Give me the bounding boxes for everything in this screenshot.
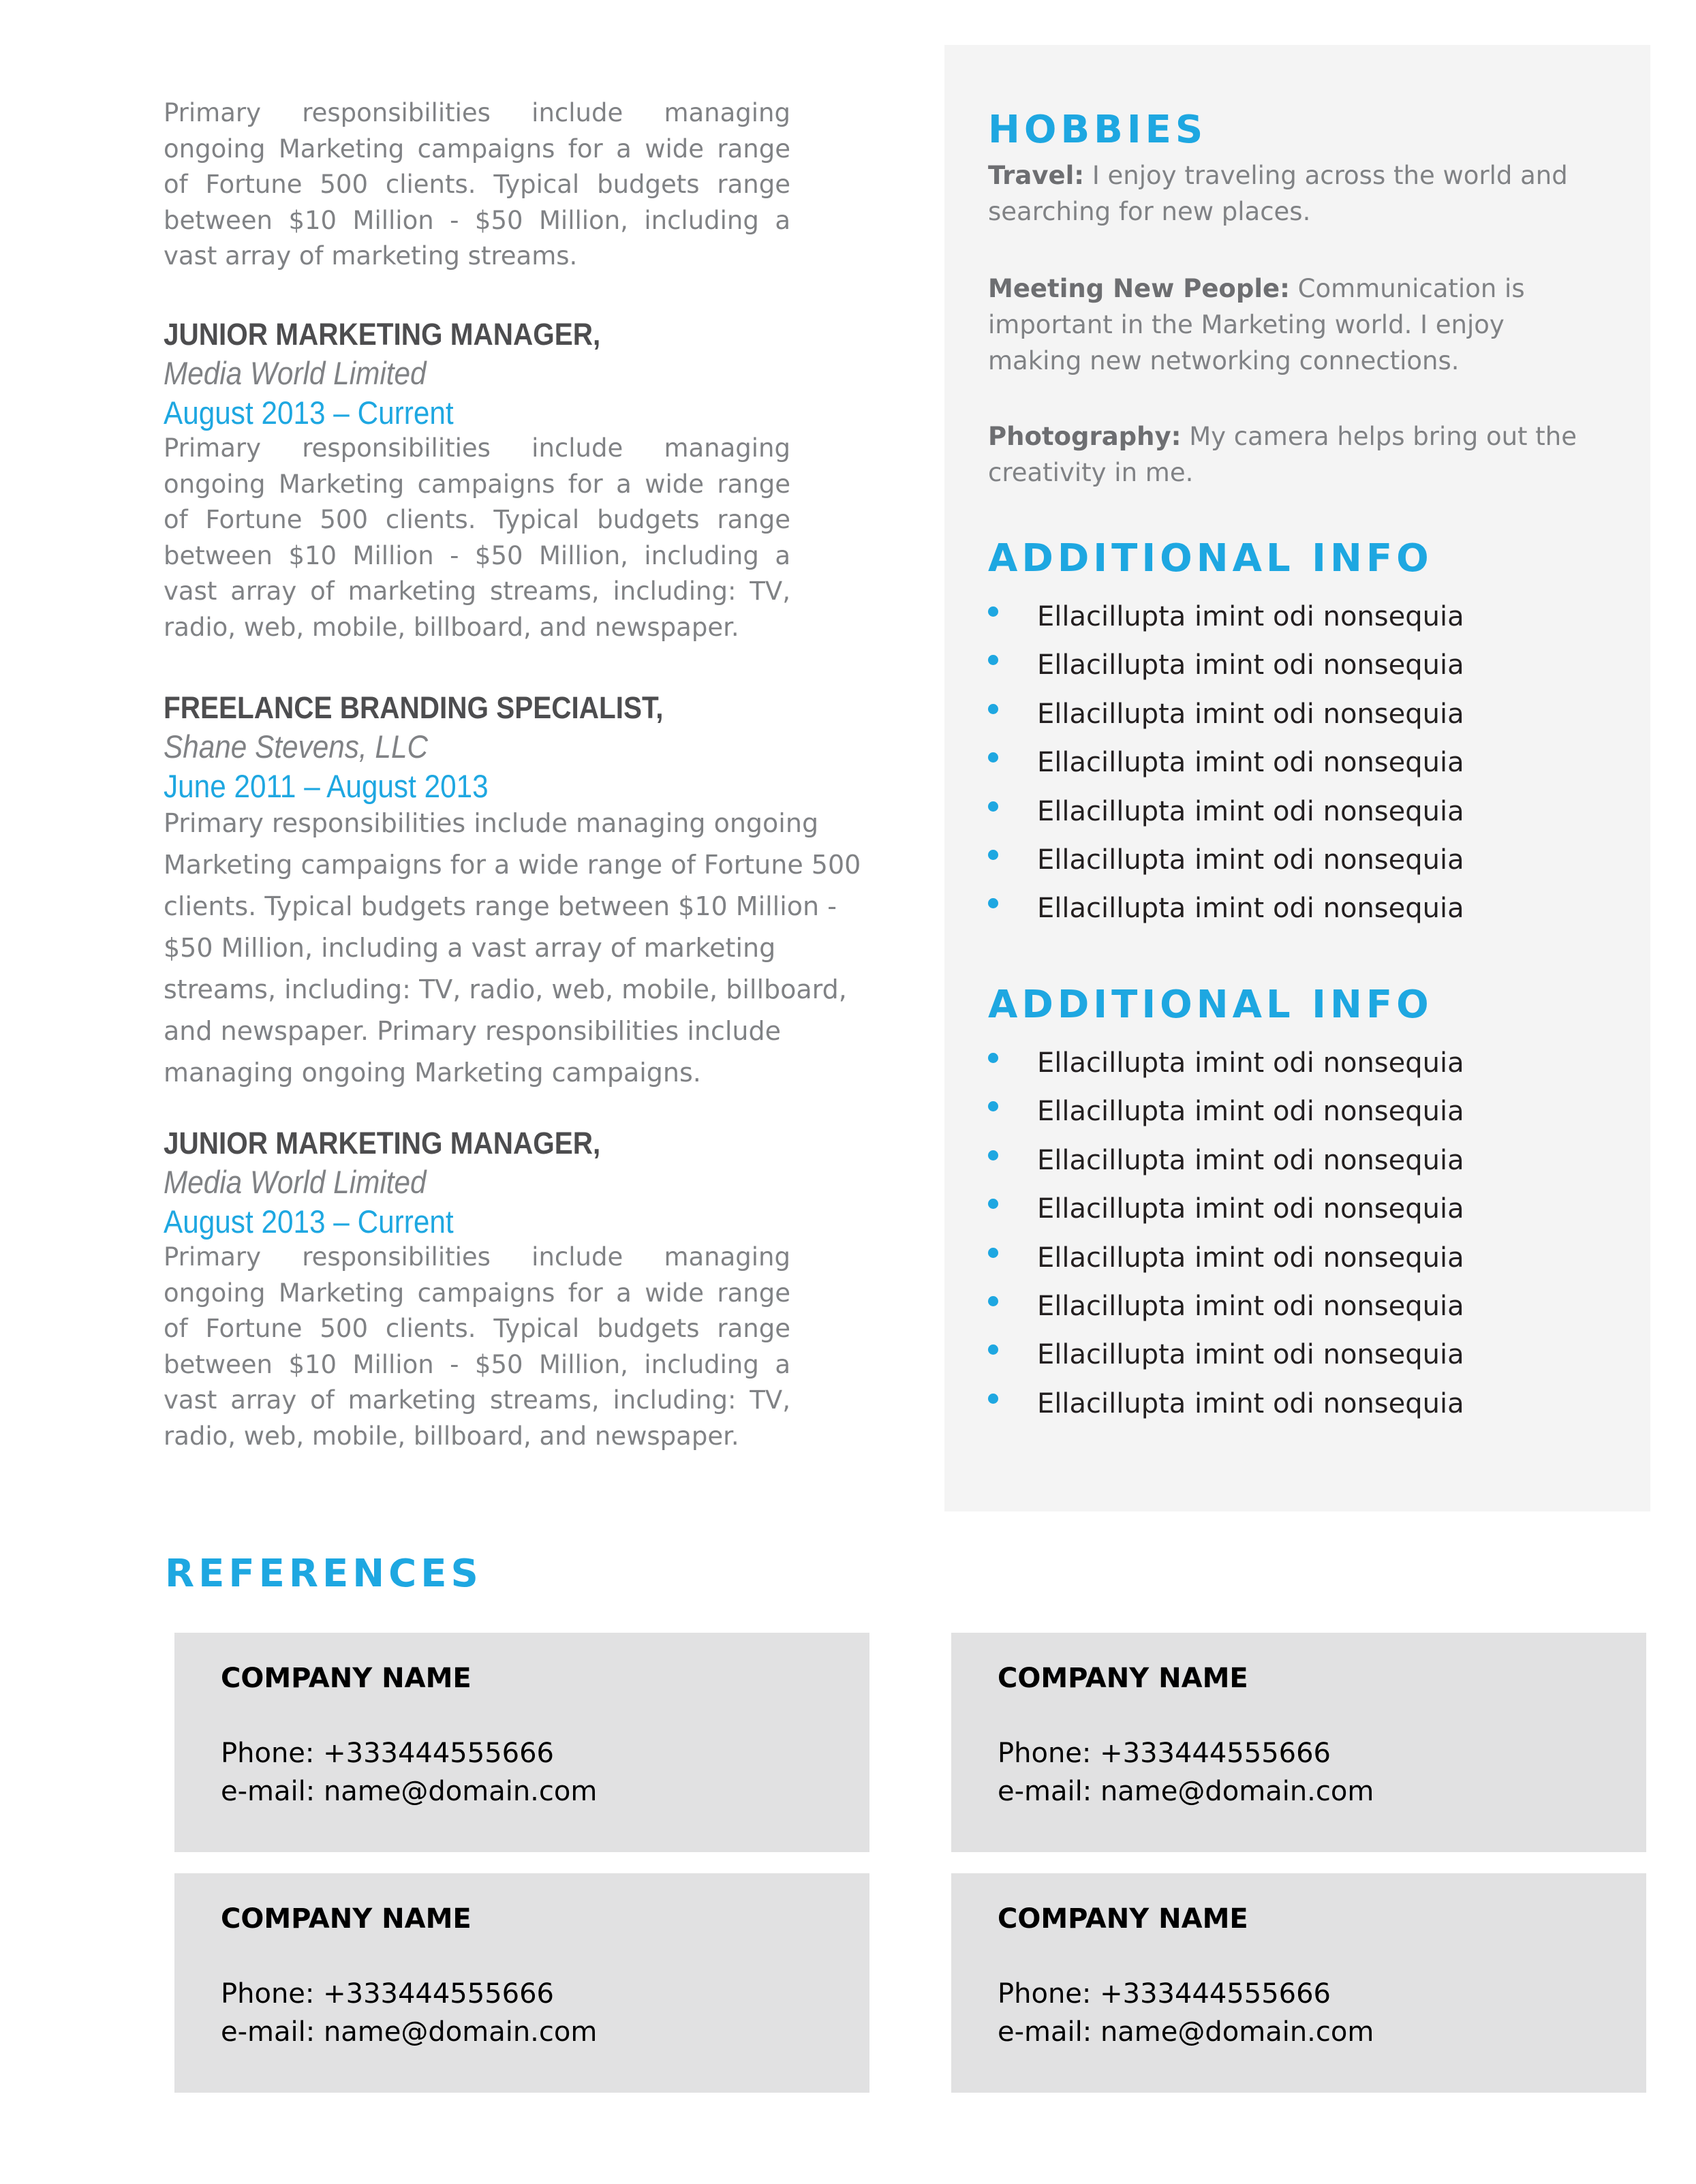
- reference-email: e-mail: name@domain.com: [221, 1776, 598, 1807]
- hobby-text: Communication is important in the Marketing world. I enjoy making new networking connections.: [988, 274, 1525, 375]
- reference-phone: Phone: +333444555666: [998, 1738, 1331, 1769]
- job-dates-2: June 2011 – August 2013: [164, 768, 489, 804]
- bullet-icon: [988, 1150, 998, 1160]
- reference-email: e-mail: name@domain.com: [998, 2016, 1374, 2048]
- reference-company-name: COMPANY NAME: [221, 1663, 472, 1694]
- company-2: Shane Stevens, LLC: [164, 728, 429, 765]
- bullet-icon: [988, 1053, 998, 1063]
- list-item: Ellacillupta imint odi nonsequia: [988, 1282, 1464, 1331]
- job-dates-3: August 2013 – Current: [164, 1203, 454, 1240]
- references-heading: REFERENCES: [165, 1552, 482, 1596]
- bullet-icon: [988, 752, 998, 763]
- bullet-icon: [988, 850, 998, 860]
- list-item: Ellacillupta imint odi nonsequia: [988, 1039, 1464, 1088]
- bullet-icon: [988, 704, 998, 714]
- hobby-label: Meeting New People:: [988, 274, 1290, 303]
- list-item: Ellacillupta imint odi nonsequia: [988, 1380, 1464, 1428]
- list-item: Ellacillupta imint odi nonsequia: [988, 1137, 1464, 1185]
- reference-company-name: COMPANY NAME: [998, 1903, 1248, 1935]
- hobby-photography: [988, 418, 1601, 491]
- bullet-icon: [988, 898, 998, 908]
- bullet-icon: [988, 1101, 998, 1111]
- company-1: Media World Limited: [164, 355, 427, 391]
- bullet-icon: [988, 1199, 998, 1209]
- reference-card-3: [174, 1873, 869, 2093]
- bullet-icon: [988, 655, 998, 665]
- bullet-icon: [988, 1394, 998, 1404]
- list-item: Ellacillupta imint odi nonsequia: [988, 836, 1464, 885]
- job-dates-1: August 2013 – Current: [164, 395, 454, 431]
- bullet-icon: [988, 606, 998, 617]
- list-item: Ellacillupta imint odi nonsequia: [988, 1331, 1464, 1379]
- list-item: Ellacillupta imint odi nonsequia: [988, 1234, 1464, 1282]
- company-3: Media World Limited: [164, 1164, 427, 1200]
- reference-phone: Phone: +333444555666: [221, 1978, 555, 2010]
- reference-company-name: COMPANY NAME: [221, 1903, 472, 1935]
- reference-card-4: [951, 1873, 1646, 2093]
- list-item: Ellacillupta imint odi nonsequia: [988, 885, 1464, 933]
- hobbies-heading: HOBBIES: [988, 108, 1207, 152]
- bullet-icon: [988, 1344, 998, 1355]
- reference-company-name: COMPANY NAME: [998, 1663, 1248, 1694]
- job-description-3: Primary responsibilities include managing ongoing Marketing campaigns for a wide range of Fortune 500 clients. Typical budgets range between $10 Million - $50 Million, including a vast array of marketing streams, including: TV, radio, web, mobile, billboard, and newspaper.: [164, 1242, 790, 1451]
- job-title-1: JUNIOR MARKETING MANAGER,: [164, 317, 601, 352]
- reference-card-1: [174, 1633, 869, 1852]
- hobby-label: Travel:: [988, 161, 1085, 190]
- reference-phone: Phone: +333444555666: [998, 1978, 1331, 2010]
- hobby-travel: [988, 157, 1601, 230]
- job-title-3: JUNIOR MARKETING MANAGER,: [164, 1126, 601, 1160]
- additional-info-list-1: [988, 593, 1464, 934]
- reference-email: e-mail: name@domain.com: [998, 1776, 1374, 1807]
- bullet-icon: [988, 1296, 998, 1306]
- hobby-text: My camera helps bring out the creativity in me.: [988, 422, 1577, 487]
- reference-phone: Phone: +333444555666: [221, 1738, 555, 1769]
- additional-info-list-2: [988, 1039, 1464, 1428]
- list-item: Ellacillupta imint odi nonsequia: [988, 739, 1464, 787]
- list-item: Ellacillupta imint odi nonsequia: [988, 641, 1464, 690]
- job-description-1: Primary responsibilities include managing ongoing Marketing campaigns for a wide range of Fortune 500 clients. Typical budgets range between $10 Million - $50 Million, including a vast array of marketing streams, including: TV, radio, web, mobile, billboard, and newspaper.: [164, 433, 790, 642]
- job-description-2: Primary responsibilities include managing ongoing Marketing campaigns for a wide range of Fortune 500 clients. Typical budgets range between $10 Million - $50 Million, including a vast array of marketing streams, including: TV, radio, web, mobile, billboard, and newspaper. Primary responsibilities include managing ongoing Marketing campaigns.: [164, 808, 861, 1088]
- intro-description: Primary responsibilities include managing ongoing Marketing campaigns for a wide range of Fortune 500 clients. Typical budgets range between $10 Million - $50 Million, including a vast array of marketing streams.: [164, 98, 790, 271]
- list-item: Ellacillupta imint odi nonsequia: [988, 593, 1464, 641]
- hobby-meeting-people: [988, 271, 1601, 379]
- bullet-icon: [988, 801, 998, 812]
- bullet-icon: [988, 1248, 998, 1258]
- list-item: Ellacillupta imint odi nonsequia: [988, 690, 1464, 739]
- hobby-text: I enjoy traveling across the world and searching for new places.: [988, 161, 1568, 226]
- list-item: Ellacillupta imint odi nonsequia: [988, 1185, 1464, 1233]
- additional-info-heading-1: ADDITIONAL INFO: [988, 536, 1433, 581]
- list-item: Ellacillupta imint odi nonsequia: [988, 1088, 1464, 1136]
- reference-email: e-mail: name@domain.com: [221, 2016, 598, 2048]
- job-title-2: FREELANCE BRANDING SPECIALIST,: [164, 690, 664, 725]
- additional-info-heading-2: ADDITIONAL INFO: [988, 983, 1433, 1027]
- reference-card-2: [951, 1633, 1646, 1852]
- hobby-label: Photography:: [988, 422, 1182, 451]
- list-item: Ellacillupta imint odi nonsequia: [988, 788, 1464, 836]
